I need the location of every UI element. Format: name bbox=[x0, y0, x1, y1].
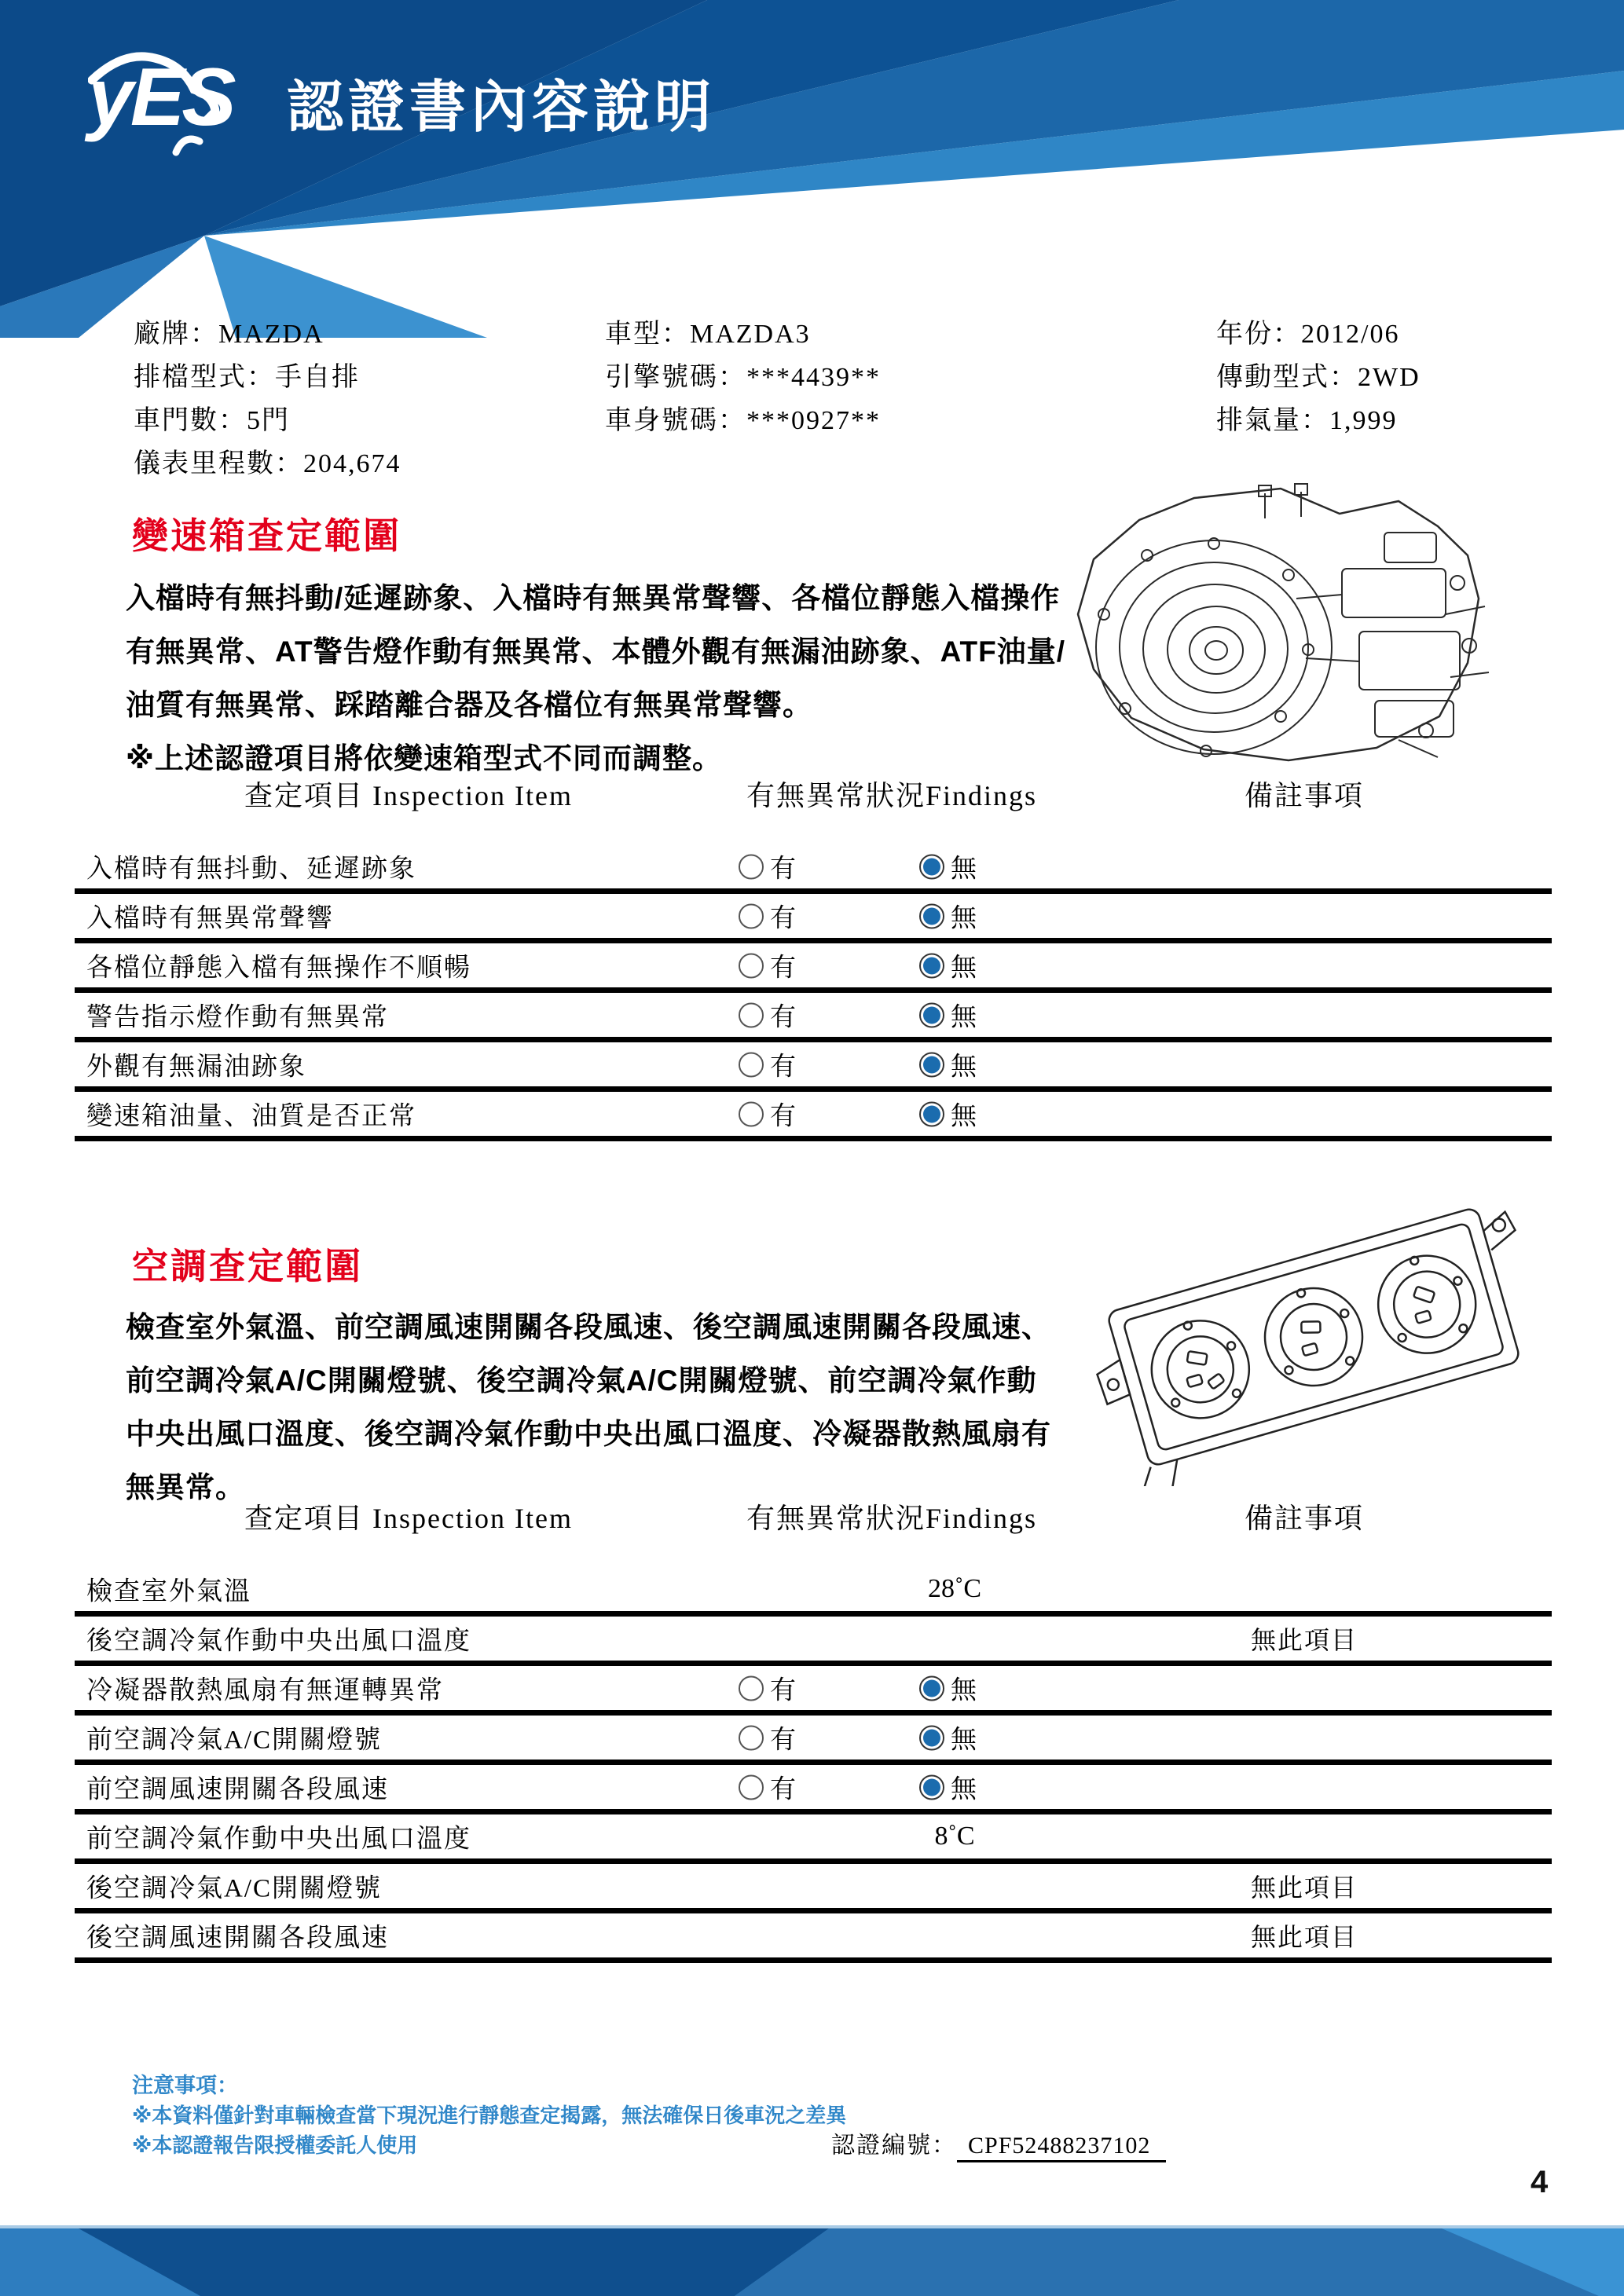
remark-value: 無此項目 bbox=[1250, 1626, 1358, 1654]
inspection-item-label: 入檔時有無異常聲響 bbox=[86, 904, 334, 933]
remark-value: 無此項目 bbox=[1250, 1873, 1358, 1902]
gearbox-type-field: 排檔型式：手自排 bbox=[134, 363, 360, 392]
yes-logo-text: yES bbox=[88, 52, 233, 143]
radio-option-no[interactable] bbox=[919, 898, 977, 935]
ac-panel-illustration bbox=[1078, 1188, 1549, 1486]
transmission-section-title: 變速箱查定範圍 bbox=[132, 515, 401, 556]
finding-value: 28˚C bbox=[928, 1574, 981, 1603]
table-row bbox=[75, 1092, 1552, 1141]
description-line: 前空調冷氣A/C開關燈號、後空調冷氣A/C開關燈號、前空調冷氣作動 bbox=[126, 1364, 1037, 1397]
radio-label-yes: 有 bbox=[770, 1102, 797, 1131]
radio-label-yes: 有 bbox=[770, 1726, 797, 1755]
ac-inspection-table bbox=[75, 1496, 1552, 1953]
table-row bbox=[75, 1864, 1552, 1913]
column-header-item: 查定項目 Inspection Item bbox=[244, 780, 573, 811]
column-header-item: 查定項目 Inspection Item bbox=[244, 1503, 573, 1534]
radio-option-no[interactable] bbox=[919, 1719, 977, 1756]
radio-option-yes[interactable] bbox=[739, 1719, 797, 1756]
table-row bbox=[75, 894, 1552, 943]
transmission-section-description bbox=[126, 572, 1139, 785]
radio-selected-icon[interactable] bbox=[919, 1002, 944, 1027]
table-row bbox=[75, 993, 1552, 1042]
radio-option-no[interactable] bbox=[919, 1096, 977, 1133]
column-header-remarks: 備註事項 bbox=[1244, 780, 1364, 811]
table-row bbox=[75, 1567, 1552, 1617]
vehicle-info-col3 bbox=[1216, 313, 1421, 442]
radio-unselected-icon[interactable] bbox=[739, 854, 764, 879]
radio-label-no: 無 bbox=[951, 855, 977, 884]
radio-selected-icon[interactable] bbox=[919, 903, 944, 928]
notice-line: ※本資料僅針對車輛檢查當下現況進行靜態查定揭露，無法確保日後車況之差異 bbox=[132, 2104, 847, 2127]
description-line: 入檔時有無抖動/延遲跡象、入檔時有無異常聲響、各檔位靜態入檔操作 bbox=[126, 582, 1061, 614]
radio-label-no: 無 bbox=[951, 1726, 977, 1755]
yes-logo bbox=[88, 49, 292, 151]
brand-field: 廠牌：MAZDA bbox=[134, 320, 324, 349]
year-field: 年份：2012/06 bbox=[1216, 320, 1400, 349]
description-line: 無異常。 bbox=[126, 1471, 245, 1503]
radio-option-yes[interactable] bbox=[739, 1046, 797, 1083]
table-row bbox=[75, 1666, 1552, 1716]
radio-selected-icon[interactable] bbox=[919, 1101, 944, 1126]
radio-selected-icon[interactable] bbox=[919, 1052, 944, 1077]
table-body bbox=[75, 1567, 1552, 1963]
radio-option-no[interactable] bbox=[919, 997, 977, 1034]
radio-label-no: 無 bbox=[951, 1102, 977, 1131]
radio-option-yes[interactable] bbox=[739, 947, 797, 984]
inspection-item-label: 外觀有無漏油跡象 bbox=[86, 1053, 306, 1082]
radio-option-no[interactable] bbox=[919, 1670, 977, 1707]
radio-selected-icon[interactable] bbox=[919, 953, 944, 978]
radio-unselected-icon[interactable] bbox=[739, 1725, 764, 1750]
radio-label-yes: 有 bbox=[770, 1775, 797, 1804]
page-header bbox=[0, 0, 1624, 338]
table-row bbox=[75, 1617, 1552, 1666]
table-header-row bbox=[75, 774, 1552, 821]
table-row bbox=[75, 1042, 1552, 1092]
radio-selected-icon[interactable] bbox=[919, 1774, 944, 1800]
certificate-number-label: 認證編號： bbox=[831, 2133, 957, 2159]
radio-option-no[interactable] bbox=[919, 1769, 977, 1806]
table-row bbox=[75, 1913, 1552, 1963]
radio-option-yes[interactable] bbox=[739, 1096, 797, 1133]
radio-label-yes: 有 bbox=[770, 1003, 797, 1032]
radio-label-yes: 有 bbox=[770, 855, 797, 884]
radio-label-yes: 有 bbox=[770, 1053, 797, 1082]
radio-option-no[interactable] bbox=[919, 947, 977, 984]
table-row bbox=[75, 943, 1552, 993]
inspection-item-label: 後空調風速開關各段風速 bbox=[86, 1924, 389, 1953]
odometer-field: 儀表里程數：204,674 bbox=[134, 449, 401, 478]
radio-option-yes[interactable] bbox=[739, 898, 797, 935]
radio-option-yes[interactable] bbox=[739, 1769, 797, 1806]
table-row bbox=[75, 844, 1552, 894]
remark-value: 無此項目 bbox=[1250, 1923, 1358, 1951]
inspection-item-label: 後空調冷氣作動中央出風口溫度 bbox=[86, 1627, 471, 1656]
table-row bbox=[75, 1716, 1552, 1765]
radio-label-yes: 有 bbox=[770, 904, 797, 933]
description-line: 油質有無異常、踩踏離合器及各檔位有無異常聲響。 bbox=[126, 689, 812, 721]
table-row bbox=[75, 1814, 1552, 1864]
transmission-inspection-table bbox=[75, 774, 1552, 1131]
certificate-number-value: CPF52488237102 bbox=[957, 2133, 1166, 2162]
inspection-item-label: 入檔時有無抖動、延遲跡象 bbox=[86, 855, 416, 884]
column-header-remarks: 備註事項 bbox=[1244, 1503, 1364, 1534]
ac-section-description bbox=[126, 1301, 1139, 1514]
car-outline-icon bbox=[88, 49, 222, 167]
radio-selected-icon[interactable] bbox=[919, 1725, 944, 1750]
notice-block bbox=[132, 2071, 846, 2160]
radio-selected-icon[interactable] bbox=[919, 854, 944, 879]
radio-unselected-icon[interactable] bbox=[739, 1675, 764, 1701]
radio-label-no: 無 bbox=[951, 904, 977, 933]
radio-label-yes: 有 bbox=[770, 954, 797, 983]
vehicle-info-col2 bbox=[605, 313, 881, 442]
column-header-findings: 有無異常狀況Findings bbox=[746, 780, 1038, 811]
radio-label-no: 無 bbox=[951, 1676, 977, 1705]
radio-option-yes[interactable] bbox=[739, 848, 797, 885]
column-header-findings: 有無異常狀況Findings bbox=[746, 1503, 1038, 1534]
radio-selected-icon[interactable] bbox=[919, 1675, 944, 1701]
radio-unselected-icon[interactable] bbox=[739, 1052, 764, 1077]
inspection-item-label: 前空調冷氣A/C開關燈號 bbox=[86, 1726, 383, 1755]
radio-label-no: 無 bbox=[951, 1775, 977, 1804]
radio-option-no[interactable] bbox=[919, 848, 977, 885]
radio-unselected-icon[interactable] bbox=[739, 903, 764, 928]
page-number: 4 bbox=[1531, 2165, 1549, 2199]
radio-unselected-icon[interactable] bbox=[739, 1101, 764, 1126]
displacement-field: 排氣量：1,999 bbox=[1216, 406, 1398, 435]
description-line: ※上述認證項目將依變速箱型式不同而調整。 bbox=[126, 742, 722, 774]
engine-number-field: 引擎號碼：***4439** bbox=[605, 363, 881, 392]
inspection-item-label: 前空調風速開關各段風速 bbox=[86, 1775, 389, 1804]
vin-field: 車身號碼：***0927** bbox=[605, 406, 881, 435]
page-title: 認證書內容說明 bbox=[287, 76, 717, 139]
description-line: 中央出風口溫度、後空調冷氣作動中央出風口溫度、冷凝器散熱風扇有 bbox=[126, 1418, 1051, 1450]
footer-band bbox=[0, 2225, 1624, 2296]
radio-option-no[interactable] bbox=[919, 1046, 977, 1083]
radio-label-no: 無 bbox=[951, 1003, 977, 1032]
inspection-item-label: 各檔位靜態入檔有無操作不順暢 bbox=[86, 954, 471, 983]
drivetrain-field: 傳動型式：2WD bbox=[1216, 363, 1421, 392]
inspection-item-label: 冷凝器散熱風扇有無運轉異常 bbox=[86, 1676, 444, 1705]
description-line: 有無異常、AT警告燈作動有無異常、本體外觀有無漏油跡象、ATF油量/ bbox=[126, 635, 1066, 668]
ac-section-title: 空調查定範圍 bbox=[132, 1246, 363, 1287]
vehicle-info-col1 bbox=[134, 313, 401, 485]
radio-label-no: 無 bbox=[951, 954, 977, 983]
description-line: 檢查室外氣溫、前空調風速開關各段風速、後空調風速開關各段風速、 bbox=[126, 1311, 1051, 1343]
notice-line: ※本認證報告限授權委託人使用 bbox=[132, 2133, 418, 2157]
certificate-number-line bbox=[831, 2126, 1166, 2160]
inspection-item-label: 後空調冷氣A/C開關燈號 bbox=[86, 1874, 383, 1903]
model-field: 車型：MAZDA3 bbox=[605, 320, 811, 349]
radio-unselected-icon[interactable] bbox=[739, 953, 764, 978]
radio-label-yes: 有 bbox=[770, 1676, 797, 1705]
table-row bbox=[75, 1765, 1552, 1814]
radio-option-yes[interactable] bbox=[739, 997, 797, 1034]
door-count-field: 車門數：5門 bbox=[134, 406, 290, 435]
inspection-item-label: 前空調冷氣作動中央出風口溫度 bbox=[86, 1825, 471, 1854]
table-header-row bbox=[75, 1496, 1552, 1543]
radio-unselected-icon[interactable] bbox=[739, 1002, 764, 1027]
radio-label-no: 無 bbox=[951, 1053, 977, 1082]
inspection-item-label: 警告指示燈作動有無異常 bbox=[86, 1003, 389, 1032]
radio-option-yes[interactable] bbox=[739, 1670, 797, 1707]
finding-value: 8˚C bbox=[934, 1822, 975, 1851]
transmission-illustration bbox=[1029, 481, 1516, 771]
inspection-item-label: 檢查室外氣溫 bbox=[86, 1577, 251, 1606]
table-body bbox=[75, 844, 1552, 1141]
notice-title: 注意事項： bbox=[132, 2074, 238, 2097]
inspection-item-label: 變速箱油量、油質是否正常 bbox=[86, 1102, 416, 1131]
radio-unselected-icon[interactable] bbox=[739, 1774, 764, 1800]
